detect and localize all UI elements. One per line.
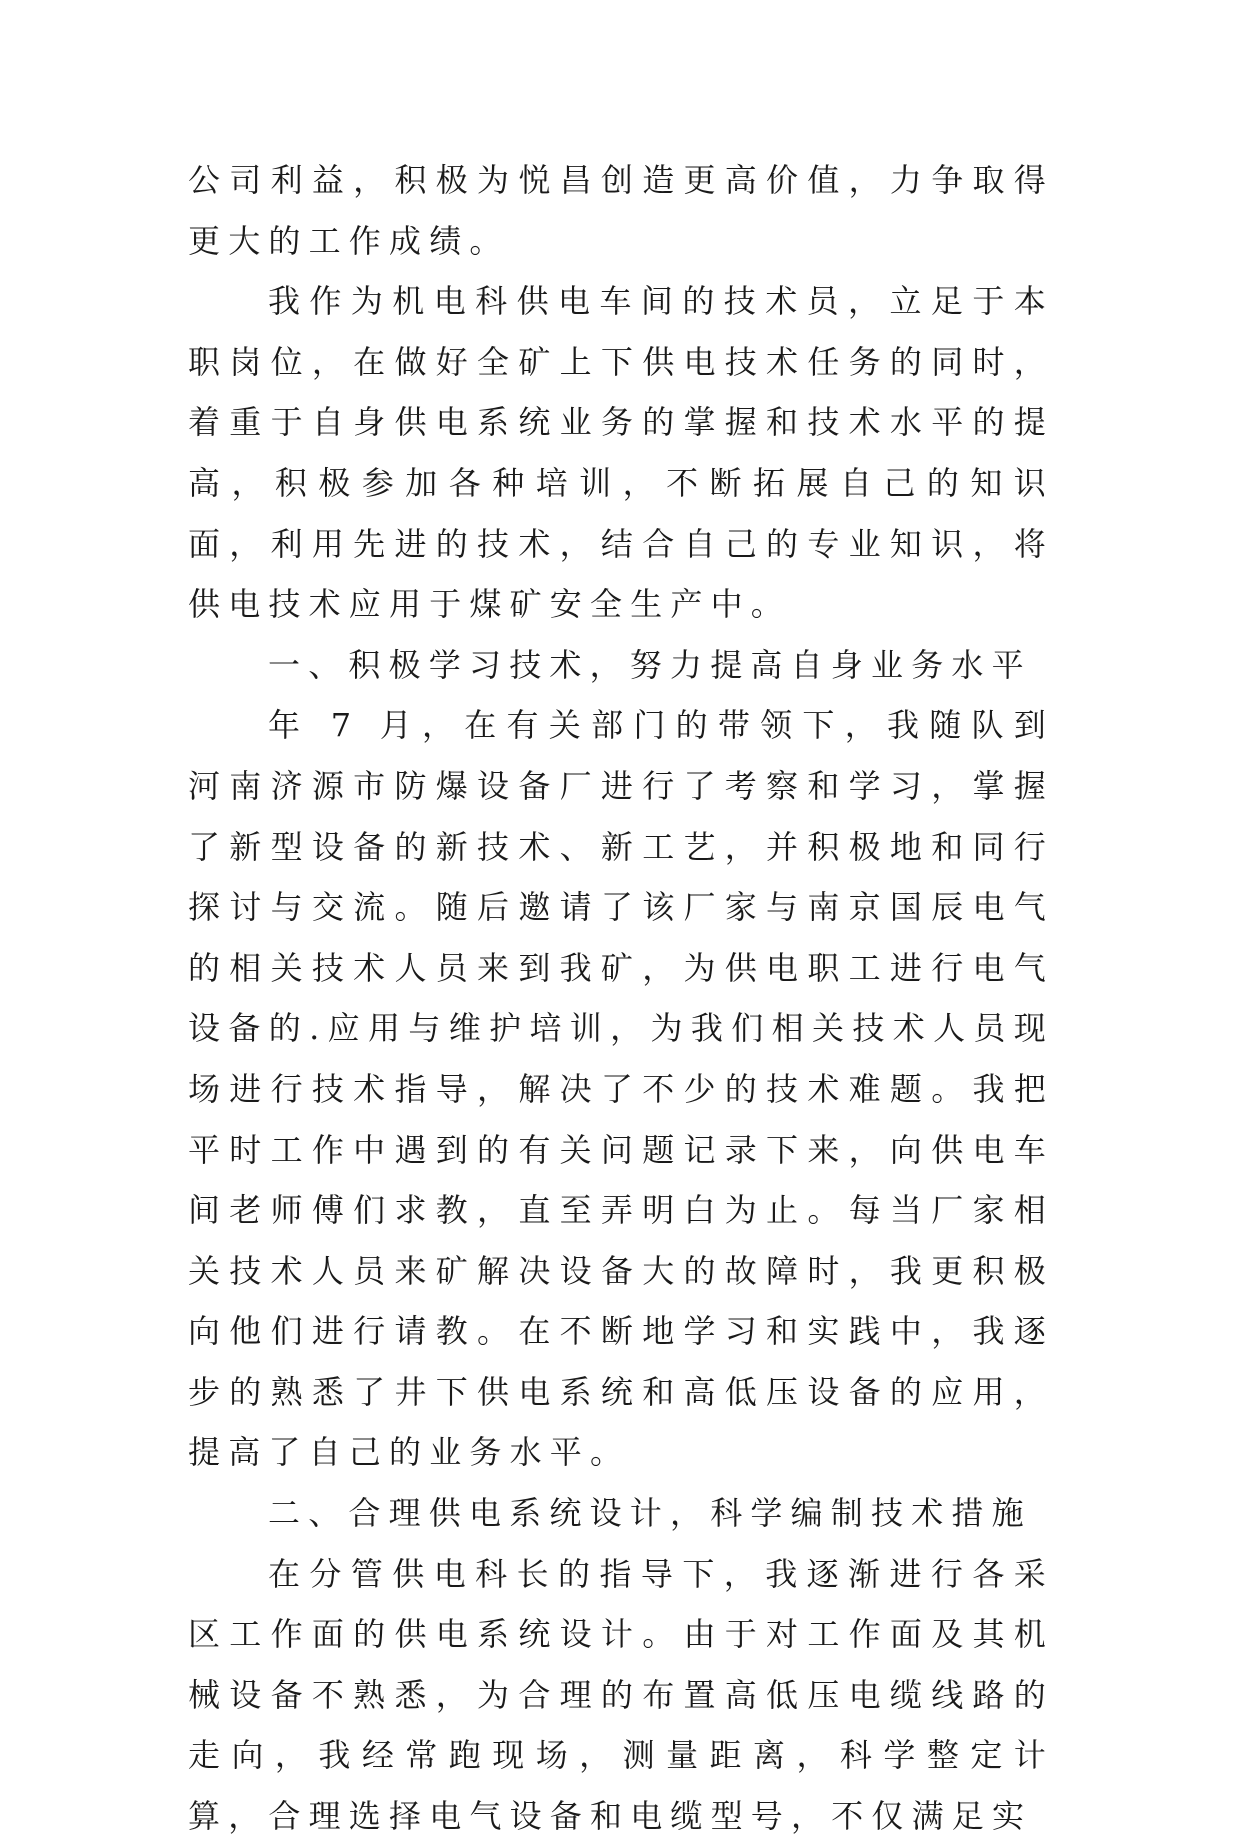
paragraph-learning: 年 7 月，在有关部门的带领下，我随队到河南济源市防爆设备厂进行了考察和学习，掌握了新型设备的新技术、新工艺，并积极地和同行探讨与交流。随后邀请了该厂家与南京国辰电气的相关技术人员来到我矿，为供电职工进行电气设备的.应用与维护培训，为我们相关技术人员现场进行技术指导，解决了不少的技术难题。我把平时工作中遇到的有关问题记录下来，向供电车间老师傅们求教，直至弄明白为止。每当厂家相关技术人员来矿解决设备大的故障时，我更积极向他们进行请教。在不断地学习和实践中，我逐步的熟悉了井下供电系统和高低压设备的应用，提高了自己的业务水平。 bbox=[188, 706, 1054, 1472]
section-heading-2: 二、合理供电系统设计，科学编制技术措施 bbox=[268, 1494, 1032, 1533]
paragraph-continuation: 公司利益，积极为悦昌创造更高价值，力争取得更大的工作成绩。 bbox=[188, 161, 1054, 260]
section-heading-1: 一、积极学习技术，努力提高自身业务水平 bbox=[268, 645, 1032, 684]
paragraph-role-intro: 我作为机电科供电车间的技术员，立足于本职岗位，在做好全矿上下供电技术任务的同时，着重于自身供电系统业务的掌握和技术水平的提高，积极参加各种培训，不断拓展自己的知识面，利用先进的技术，结合自己的专业知识，将供电技术应用于煤矿安全生产中。 bbox=[188, 282, 1054, 624]
paragraph-design: 在分管供电科长的指导下，我逐渐进行各采区工作面的供电系统设计。由于对工作面及其机械设备不熟悉，为合理的布置高低压电缆线路的走向，我经常跑现场，测量距离，科学整定计算，合理选择电气设备和电缆型号，不仅满足实 bbox=[188, 1554, 1054, 1836]
document-body bbox=[188, 150, 1054, 1847]
